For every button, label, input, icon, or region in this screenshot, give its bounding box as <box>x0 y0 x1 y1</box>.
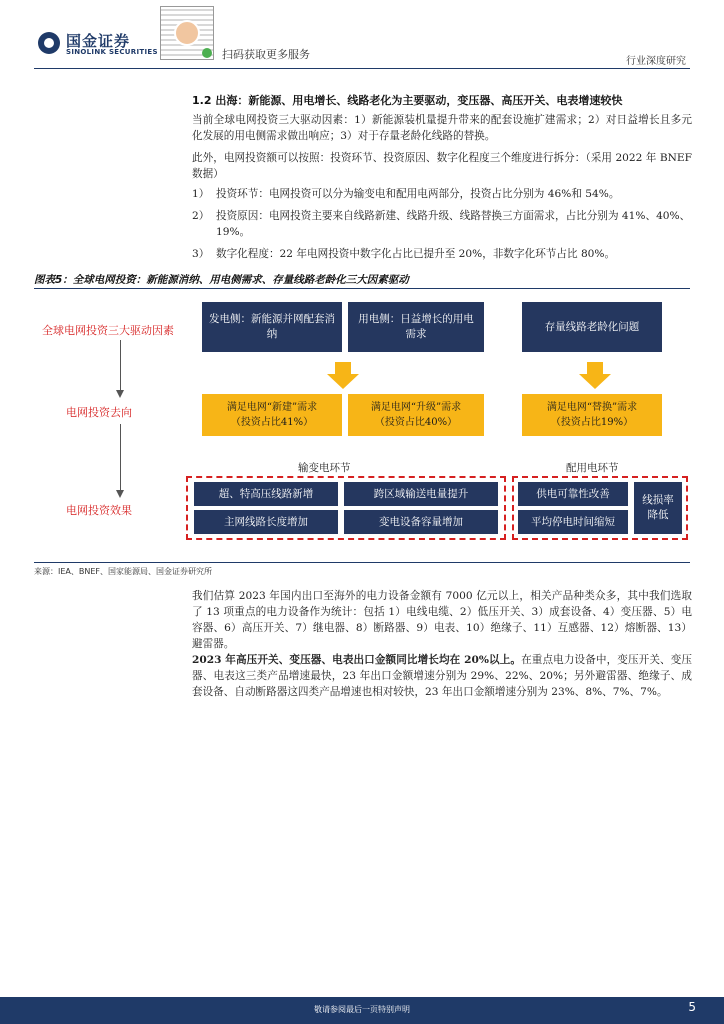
destination-share: （投资占比40%） <box>374 417 458 428</box>
group-label-distribution: 配用电环节 <box>566 462 619 474</box>
destination-box-upgrade <box>348 394 484 436</box>
wechat-badge-icon <box>202 48 212 58</box>
logo-text-cn: 国金证券 <box>66 32 131 50</box>
down-arrow-icon <box>326 362 360 390</box>
list-item-text: 数字化程度：22 年电网投资中数字化占比已提升至 20%，非数字化环节占比 80%。 <box>216 248 616 260</box>
section-title: 1.2 出海：新能源、用电增长、线路老化为主要驱动，变压器、高压开关、电表增速较快 <box>192 94 623 107</box>
row-label-drivers: 全球电网投资三大驱动因素 <box>42 324 174 337</box>
destination-share: （投资占比41%） <box>230 417 314 428</box>
destination-share: （投资占比19%） <box>550 417 634 428</box>
destination-box-replace <box>522 394 662 436</box>
list-item-number: 2） <box>192 210 210 222</box>
effect-box: 线损率降低 <box>634 482 682 534</box>
group-label-transmission: 输变电环节 <box>298 462 351 474</box>
paragraph-dimensions: 此外，电网投资额可以按照：投资环节、投资原因、数字化程度三个维度进行拆分：（采用 2022 年 BNEF 数据） <box>192 152 692 180</box>
flow-arrow-icon <box>116 390 124 398</box>
destination-title: 满足电网“升级”需求 <box>370 402 462 413</box>
paragraph-highlight: 2023 年高压开关、变压器、电表出口金额同比增长均在 20%以上。 <box>192 654 522 666</box>
driver-box-generation: 发电侧：新能源并网配套消纳 <box>202 302 342 352</box>
destination-box-new <box>202 394 342 436</box>
figure-title: 图表5：全球电网投资：新能源消纳、用电侧需求、存量线路老龄化三大因素驱动 <box>34 274 409 286</box>
paragraph-export-estimate: 我们估算 2023 年国内出口至海外的电力设备金额有 7000 亿元以上，相关产品种类众多，其中我们选取了 13 项重点的电力设备作为统计：包括 1）电线电缆、2）低压开关、3）成套设备、4）变压器、5）电容器、6）高压开关、7）继电器、8）断路器、9）电表、10）绝缘子、11）互感器、12）熔断器、13）避雷器。 <box>192 590 692 650</box>
report-type: 行业深度研究 <box>626 56 686 67</box>
driver-box-aging: 存量线路老龄化问题 <box>522 302 662 352</box>
paragraph-drivers: 当前全球电网投资三大驱动因素：1）新能源装机量提升带来的配套设施扩建需求；2）对日益增长且多元化发展的用电侧需求做出响应；3）对于存量老龄化线路的替换。 <box>192 114 692 142</box>
list-item <box>192 186 692 202</box>
destination-title: 满足电网“新建”需求 <box>226 402 318 413</box>
effect-box: 跨区域输送电量提升 <box>344 482 498 506</box>
logo-text-en: SINOLINK SECURITIES <box>66 48 158 56</box>
row-label-effect: 电网投资效果 <box>66 504 132 517</box>
destination-title: 满足电网“替换”需求 <box>546 402 638 413</box>
effect-box: 变电设备容量增加 <box>344 510 498 534</box>
list-item <box>192 246 692 262</box>
list-item-number: 1） <box>192 188 210 200</box>
flow-line <box>120 340 121 392</box>
effect-box: 超、特高压线路新增 <box>194 482 338 506</box>
flow-line <box>120 424 121 492</box>
figure-bottom-divider <box>34 562 690 563</box>
list-item-text: 投资原因：电网投资主要来自线路新建、线路升级、线路替换三方面需求，占比分别为 41%、40%、19%。 <box>216 210 691 238</box>
qr-avatar-icon <box>174 20 200 46</box>
effect-box: 平均停电时间缩短 <box>518 510 628 534</box>
driver-box-consumption: 用电侧：日益增长的用电需求 <box>348 302 484 352</box>
figure-source: 来源：IEA、BNEF、国家能源局、国金证券研究所 <box>34 567 213 576</box>
down-arrow-icon <box>578 362 612 390</box>
list-item-number: 3） <box>192 248 210 260</box>
paragraph-export-growth <box>192 652 692 700</box>
footer-disclaimer: 敬请参阅最后一页特别声明 <box>314 1005 410 1014</box>
list-item <box>192 208 692 240</box>
figure-top-divider <box>34 288 690 289</box>
logo-icon <box>38 32 60 54</box>
effect-box: 主网线路长度增加 <box>194 510 338 534</box>
list-item-text: 投资环节：电网投资可以分为输变电和配用电两部分，投资占比分别为 46%和 54%。 <box>216 188 620 200</box>
scan-prompt: 扫码获取更多服务 <box>222 48 310 61</box>
page-number: 5 <box>688 1000 696 1014</box>
header-divider <box>34 68 690 69</box>
flow-arrow-icon <box>116 490 124 498</box>
effect-box: 供电可靠性改善 <box>518 482 628 506</box>
row-label-destination: 电网投资去向 <box>66 406 132 419</box>
paragraph-rest: 在重点电力设备中，变压开关、变压器、电表这三类产品增速最快，23 年出口金额增速分别为 29%、22%、20%；另外避雷器、绝缘子、成套设备、自动断路器这四类产品增速也相对较快，23 年出口金额增速分别为 23%、8%、7%、7%。 <box>192 654 692 698</box>
